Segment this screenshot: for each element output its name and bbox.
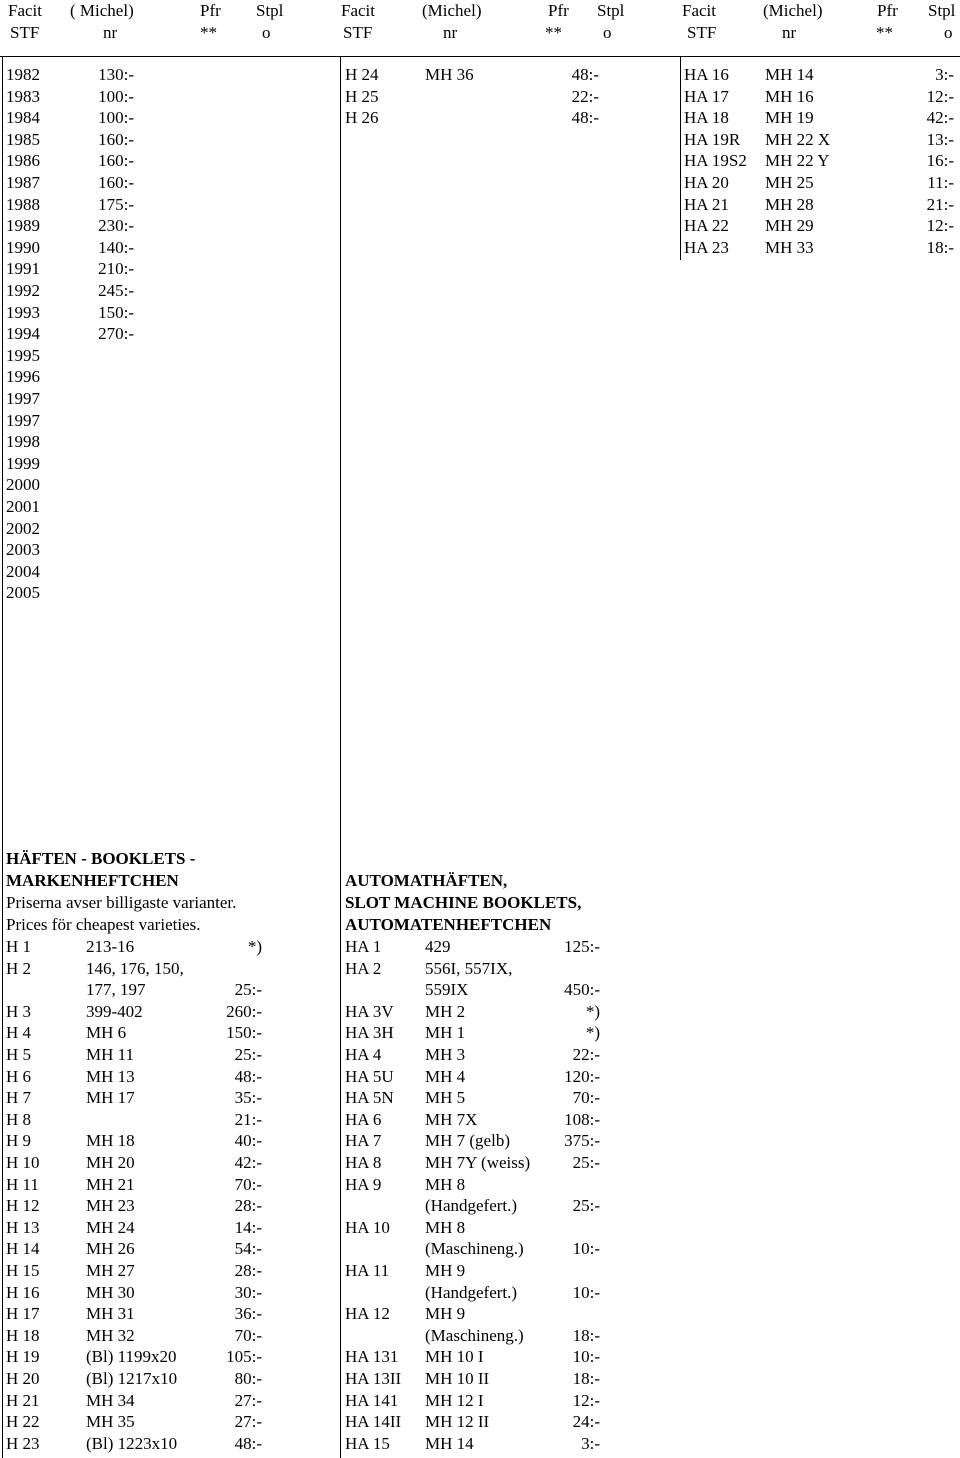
booklet-stf: H 16 <box>6 1282 40 1302</box>
booklet-michel: MH 31 <box>86 1304 135 1324</box>
booklet-stf: H 6 <box>6 1066 32 1086</box>
year-price: 100:- <box>98 86 134 106</box>
booklet-price: 36:- <box>234 1304 262 1324</box>
booklet-stf: H 7 <box>6 1088 32 1108</box>
automat-michel: MH 28 <box>765 194 814 214</box>
booklet-michel: (Bl) 1223x10 <box>86 1433 178 1453</box>
year-label: 1993 <box>6 302 40 322</box>
header-stf: STF <box>343 23 373 42</box>
year-label: 1987 <box>6 173 40 192</box>
automat-michel: MH 14 <box>425 1433 474 1453</box>
automat-price: 10:- <box>572 1239 600 1259</box>
booklet-stf: H 11 <box>6 1174 39 1194</box>
booklet-price: 48:- <box>571 65 599 84</box>
booklet-price: 42:- <box>234 1153 262 1172</box>
automat-stf: HA 14II <box>345 1412 402 1432</box>
automat-michel: MH 8 <box>425 1217 466 1237</box>
column-divider-1 <box>340 57 341 1458</box>
automat-price: 21:- <box>926 194 954 214</box>
booklet-michel: MH 13 <box>86 1066 135 1086</box>
header-rule <box>0 56 960 57</box>
header-pfr: Pfr <box>548 1 569 20</box>
automat-stf: HA 22 <box>684 216 729 236</box>
automat-michel: MH 4 <box>425 1066 466 1086</box>
booklet-michel: MH 20 <box>86 1153 135 1172</box>
booklet-michel: MH 27 <box>86 1261 135 1280</box>
automat-michel: MH 10 I <box>425 1347 484 1367</box>
booklet-michel: 177, 197 <box>86 980 146 1000</box>
year-label: 1992 <box>6 281 40 300</box>
year-price: 160:- <box>98 151 134 171</box>
year-label: 1986 <box>6 151 40 171</box>
automat-price: 18:- <box>572 1325 600 1345</box>
automat-michel: MH 22 X <box>765 129 831 149</box>
header-pfr: Pfr <box>877 1 898 20</box>
automat-stf: HA 18 <box>684 108 729 128</box>
booklet-price: 22:- <box>571 86 599 106</box>
booklet-michel: MH 18 <box>86 1131 135 1151</box>
automat-price: 42:- <box>926 108 954 128</box>
booklet-michel: MH 26 <box>86 1239 135 1259</box>
year-label: 2000 <box>6 475 40 495</box>
year-label: 1999 <box>6 453 40 473</box>
automat-price: 25:- <box>572 1153 600 1172</box>
booklet-stf: H 20 <box>6 1369 40 1388</box>
year-label: 1982 <box>6 65 40 84</box>
header-stf: STF <box>10 23 40 42</box>
booklet-price: 25:- <box>234 980 262 1000</box>
year-label: 1995 <box>6 345 40 365</box>
automat-price: 13:- <box>926 129 954 149</box>
booklet-price: 35:- <box>234 1088 262 1108</box>
automat-michel: MH 7 (gelb) <box>425 1131 510 1151</box>
year-label: 2004 <box>6 561 40 581</box>
left-border <box>2 57 3 1458</box>
booklet-michel: MH 24 <box>86 1217 135 1237</box>
year-label: 1990 <box>6 237 40 257</box>
booklet-stf: H 9 <box>6 1131 32 1151</box>
booklet-michel: 213-16 <box>86 937 135 956</box>
booklets-title-2: MARKENHEFTCHEN <box>6 871 179 890</box>
automat-price: 375:- <box>564 1131 600 1151</box>
booklet-stf: H 25 <box>345 86 379 106</box>
header-stpl: Stpl <box>256 1 284 20</box>
booklet-stf: H 15 <box>6 1261 40 1280</box>
automat-stf: HA 2 <box>345 958 382 978</box>
year-price: 100:- <box>98 108 134 128</box>
header-o: o <box>603 23 612 42</box>
automat-price: 12:- <box>926 86 954 106</box>
booklet-michel: MH 6 <box>86 1023 127 1043</box>
booklet-michel: MH 32 <box>86 1325 135 1345</box>
booklet-stf: H 3 <box>6 1001 32 1021</box>
header-stpl: Stpl <box>928 1 956 20</box>
booklet-stf: H 1 <box>6 937 32 956</box>
automat-stf: HA 9 <box>345 1174 382 1194</box>
header-nr: nr <box>103 23 118 42</box>
automat-michel: MH 3 <box>425 1045 466 1064</box>
booklet-stf: H 19 <box>6 1347 40 1367</box>
year-price: 150:- <box>98 302 134 322</box>
header-column-3 <box>682 0 960 44</box>
year-label: 1998 <box>6 432 40 452</box>
automat-stf: HA 11 <box>345 1261 390 1280</box>
automat-stf: HA 10 <box>345 1217 390 1237</box>
automat-michel: MH 16 <box>765 86 814 106</box>
booklet-michel: MH 21 <box>86 1174 135 1194</box>
booklet-stf: H 23 <box>6 1433 40 1453</box>
automat-price: 18:- <box>926 237 954 257</box>
year-label: 2005 <box>6 583 40 603</box>
automat-michel: MH 1 <box>425 1023 466 1043</box>
booklet-michel: MH 36 <box>425 65 474 84</box>
header-michel: (Michel) <box>422 1 482 20</box>
header-facit: Facit <box>8 1 42 20</box>
automat-price: 120:- <box>564 1066 600 1086</box>
column-divider-2 <box>680 57 681 260</box>
automat-michel: MH 2 <box>425 1001 466 1021</box>
automat-michel: MH 10 II <box>425 1369 490 1388</box>
header-stars: ** <box>545 23 562 42</box>
booklet-stf: H 10 <box>6 1153 40 1172</box>
booklet-price: 70:- <box>234 1174 262 1194</box>
automat-price: *) <box>585 1001 600 1021</box>
year-price: 230:- <box>98 216 134 236</box>
header-nr: nr <box>782 23 797 42</box>
year-label: 1984 <box>6 108 40 128</box>
automat-price: 125:- <box>564 937 600 956</box>
automat-price: 450:- <box>564 980 600 1000</box>
automat-price: *) <box>585 1023 600 1043</box>
automat-price: 25:- <box>572 1196 600 1216</box>
booklet-stf: H 4 <box>6 1023 32 1043</box>
header-pfr: Pfr <box>200 1 221 20</box>
booklet-price: 30:- <box>234 1282 262 1302</box>
automat-michel: MH 19 <box>765 108 814 128</box>
booklet-stf: H 21 <box>6 1390 40 1410</box>
booklet-price: 28:- <box>234 1261 262 1280</box>
year-label: 1991 <box>6 259 40 279</box>
booklet-price: 54:- <box>234 1239 262 1259</box>
booklet-michel: MH 23 <box>86 1196 135 1216</box>
year-price: 160:- <box>98 129 134 149</box>
booklets-note-1: Priserna avser billigaste varianter. <box>6 893 237 912</box>
booklet-stf: H 22 <box>6 1412 40 1432</box>
automat-stf: HA 3H <box>345 1023 394 1043</box>
year-price: 245:- <box>98 281 134 300</box>
booklet-price: 25:- <box>234 1045 262 1064</box>
automat-stf: HA 8 <box>345 1153 382 1172</box>
automat-price: 10:- <box>572 1347 600 1367</box>
automat-michel: (Handgefert.) <box>425 1282 518 1302</box>
year-label: 1983 <box>6 86 40 106</box>
automat-stf: HA 12 <box>345 1304 390 1324</box>
header-o: o <box>944 23 953 42</box>
year-label: 1994 <box>6 324 40 344</box>
year-price: 140:- <box>98 237 134 257</box>
year-price: 210:- <box>98 259 134 279</box>
automat-price: 3:- <box>935 65 954 84</box>
automat-michel: MH 25 <box>765 173 814 192</box>
automat-stf: HA 141 <box>345 1390 399 1410</box>
booklet-price: 40:- <box>234 1131 262 1151</box>
booklet-price: 28:- <box>234 1196 262 1216</box>
booklet-michel: (Bl) 1199x20 <box>86 1347 177 1367</box>
automat-michel: MH 9 <box>425 1304 466 1324</box>
booklet-price: 27:- <box>234 1412 262 1432</box>
automat-stf: HA 6 <box>345 1109 382 1129</box>
automat-price: 24:- <box>572 1412 600 1432</box>
year-price: 175:- <box>98 194 134 214</box>
automat-price: 12:- <box>926 216 954 236</box>
automat-price: 22:- <box>572 1045 600 1064</box>
booklet-stf: H 8 <box>6 1109 32 1129</box>
booklet-michel: MH 17 <box>86 1088 135 1108</box>
automat-michel: MH 29 <box>765 216 814 236</box>
automat-stf: HA 1 <box>345 937 382 956</box>
automat-stf: HA 13II <box>345 1369 402 1388</box>
automat-title-1: AUTOMATHÄFTEN, <box>345 871 508 890</box>
automat-stf: HA 23 <box>684 237 729 257</box>
year-price: 270:- <box>98 324 134 344</box>
year-label: 1988 <box>6 194 40 214</box>
booklet-stf: H 26 <box>345 108 379 128</box>
automat-michel: MH 5 <box>425 1088 466 1108</box>
automat-michel: MH 8 <box>425 1174 466 1194</box>
automat-michel: 559IX <box>425 980 469 1000</box>
automat-stf: HA 19R <box>684 129 741 149</box>
automat-price: 11:- <box>927 173 954 192</box>
automat-stf: HA 16 <box>684 65 729 84</box>
year-label: 1997 <box>6 389 40 408</box>
booklet-michel: MH 30 <box>86 1282 135 1302</box>
booklet-price: *) <box>247 937 262 956</box>
automat-michel: 429 <box>425 937 451 956</box>
automat-price: 70:- <box>572 1088 600 1108</box>
booklet-stf: H 24 <box>345 65 379 84</box>
header-column-1 <box>0 0 320 44</box>
automat-price: 16:- <box>926 151 954 171</box>
automat-price: 12:- <box>572 1390 600 1410</box>
automat-title-2: SLOT MACHINE BOOKLETS, <box>345 893 582 912</box>
year-label: 1997 <box>6 410 40 430</box>
booklet-price: 70:- <box>234 1325 262 1345</box>
booklet-price: 14:- <box>234 1217 262 1237</box>
automat-michel: MH 12 I <box>425 1390 484 1410</box>
header-nr: nr <box>443 23 458 42</box>
automat-stf: HA 7 <box>345 1131 382 1151</box>
header-stf: STF <box>687 23 717 42</box>
automat-stf: HA 19S2 <box>684 151 747 171</box>
header-o: o <box>262 23 271 42</box>
year-label: 2001 <box>6 497 40 516</box>
year-label: 1996 <box>6 367 40 387</box>
booklet-michel: (Bl) 1217x10 <box>86 1369 178 1388</box>
booklet-price: 48:- <box>234 1433 262 1453</box>
automat-michel: (Maschineng.) <box>425 1325 524 1345</box>
header-column-2 <box>341 0 661 44</box>
booklet-price: 150:- <box>226 1023 262 1043</box>
booklet-michel: 146, 176, 150, <box>86 958 184 978</box>
automat-stf: HA 17 <box>684 86 729 106</box>
header-stpl: Stpl <box>597 1 625 20</box>
booklet-michel: MH 35 <box>86 1412 135 1432</box>
booklet-price: 48:- <box>571 108 599 128</box>
automat-michel: (Handgefert.) <box>425 1196 518 1216</box>
booklet-stf: H 17 <box>6 1304 40 1324</box>
booklet-price: 80:- <box>234 1369 262 1388</box>
automat-stf: HA 15 <box>345 1433 390 1453</box>
booklets-note-2: Prices för cheapest varieties. <box>6 915 201 934</box>
booklet-price: 105:- <box>226 1347 262 1367</box>
header-stars: ** <box>200 23 217 42</box>
automat-michel: 556I, 557IX, <box>425 958 513 978</box>
automat-michel: MH 7Y (weiss) <box>425 1153 531 1172</box>
booklet-price: 21:- <box>234 1109 262 1129</box>
automat-stf: HA 5N <box>345 1088 394 1108</box>
year-label: 2003 <box>6 540 40 560</box>
automat-michel: MH 7X <box>425 1109 478 1129</box>
booklet-stf: H 2 <box>6 958 32 978</box>
header-michel: (Michel) <box>763 1 823 20</box>
booklet-stf: H 5 <box>6 1045 32 1064</box>
year-label: 1989 <box>6 216 40 236</box>
automat-michel: (Maschineng.) <box>425 1239 524 1259</box>
booklet-price: 48:- <box>234 1066 262 1086</box>
automat-title-3: AUTOMATENHEFTCHEN <box>345 915 552 934</box>
booklet-stf: H 18 <box>6 1325 40 1345</box>
automat-michel: MH 12 II <box>425 1412 490 1432</box>
booklet-michel: MH 34 <box>86 1390 135 1410</box>
booklet-stf: H 13 <box>6 1217 40 1237</box>
booklets-title-1: HÄFTEN - BOOKLETS - <box>6 849 196 868</box>
automat-price: 3:- <box>581 1433 600 1453</box>
automat-stf: HA 131 <box>345 1347 399 1367</box>
automat-stf: HA 21 <box>684 194 729 214</box>
year-price: 130:- <box>98 65 134 84</box>
automat-price: 18:- <box>572 1369 600 1388</box>
automat-price: 108:- <box>564 1109 600 1129</box>
automat-michel: MH 14 <box>765 65 814 84</box>
automat-michel: MH 33 <box>765 237 814 257</box>
automat-stf: HA 3V <box>345 1001 394 1021</box>
automat-stf: HA 4 <box>345 1045 382 1064</box>
year-label: 2002 <box>6 518 40 538</box>
booklet-stf: H 14 <box>6 1239 40 1259</box>
automat-michel: MH 9 <box>425 1261 466 1280</box>
header-facit: Facit <box>341 1 375 20</box>
header-michel: ( Michel) <box>70 1 134 20</box>
booklet-price: 27:- <box>234 1390 262 1410</box>
automat-stf: HA 5U <box>345 1066 394 1086</box>
booklet-michel: 399-402 <box>86 1001 143 1021</box>
booklet-stf: H 12 <box>6 1196 40 1216</box>
header-stars: ** <box>876 23 893 42</box>
automat-stf: HA 20 <box>684 173 729 192</box>
automat-price: 10:- <box>572 1282 600 1302</box>
header-facit: Facit <box>682 1 716 20</box>
booklet-price: 260:- <box>226 1001 262 1021</box>
year-label: 1985 <box>6 129 40 149</box>
booklet-michel: MH 11 <box>86 1045 135 1064</box>
automat-michel: MH 22 Y <box>765 151 830 171</box>
year-price: 160:- <box>98 173 134 192</box>
